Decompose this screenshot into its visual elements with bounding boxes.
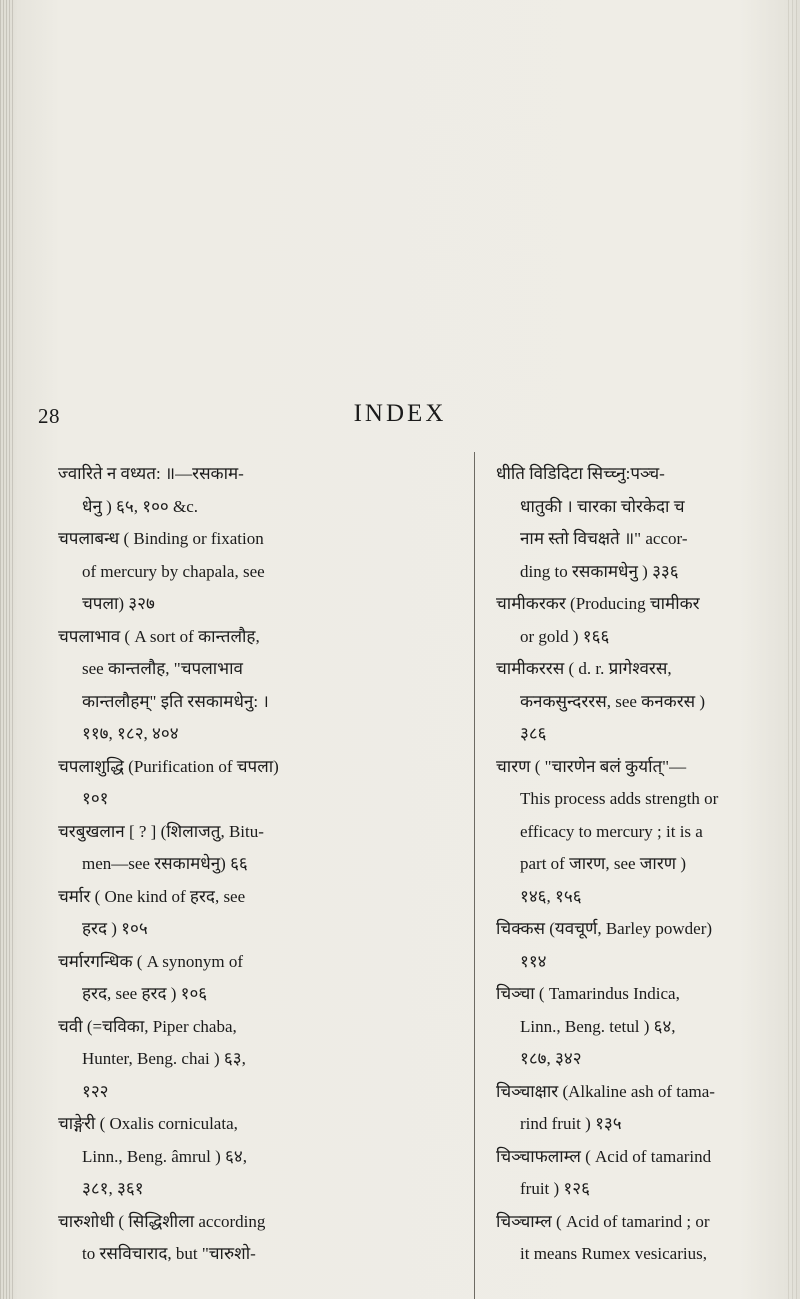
index-entry-continuation: it means Rumex vesicarius, <box>520 1244 707 1263</box>
index-entry-continuation: हरद, see हरद ) १०६ <box>82 984 208 1003</box>
index-entry: चपलाभाव ( A sort of कान्तलौह, <box>58 626 260 646</box>
index-entry-continuation: ३८६ <box>520 724 547 743</box>
index-entry-continuation: to रसविचाराद, but "चारुशो- <box>82 1244 256 1263</box>
index-entry: चामीकररस ( d. r. प्रागेश्वरस, <box>496 659 672 678</box>
index-entry: चर्मारगन्धिक ( A synonym of <box>58 951 244 971</box>
index-entry-continuation: Linn., Beng. âmrul ) ६४, <box>82 1146 247 1166</box>
index-entry: चारण ( "चारणेन बलं कुर्यात्"— <box>496 756 687 776</box>
index-entry-continuation: ३८१, ३६१ <box>82 1179 144 1198</box>
index-entry: ज्वारिते न वध्यत: ॥—रसकाम- <box>58 464 244 483</box>
page-number: 28 <box>38 404 60 428</box>
page-title: INDEX <box>353 400 447 427</box>
index-entry-continuation: men—see रसकामधेनु) ६६ <box>82 854 248 873</box>
index-entry-continuation: १२२ <box>82 1081 109 1101</box>
index-entry-continuation: नाम स्तो विचक्षते ॥" accor- <box>520 529 688 548</box>
index-entry-continuation: fruit ) १२६ <box>520 1179 590 1198</box>
index-entry: चपलाबन्ध ( Binding or fixation <box>58 529 264 548</box>
index-entry: चिञ्चाफलाम्ल ( Acid of tamarind <box>496 1146 712 1166</box>
index-entry-continuation: कान्तलौहम्" इति रसकामधेनु: । <box>82 691 269 711</box>
index-entry-continuation: १४६, १५६ <box>520 886 582 906</box>
index-entry-continuation: rind fruit ) १३५ <box>520 1114 622 1133</box>
index-entry-continuation: Hunter, Beng. chai ) ६३, <box>82 1049 246 1068</box>
index-entry-continuation: ding to रसकामधेनु ) ३३६ <box>520 561 679 581</box>
index-entry-continuation: १८७, ३४२ <box>520 1049 582 1068</box>
index-entry: चारुशोधी ( सिद्धिशीला according <box>58 1211 266 1231</box>
index-entry: चिञ्चाक्षार (Alkaline ash of tama- <box>496 1081 715 1101</box>
right-index-column <box>496 458 782 1271</box>
index-entry-continuation: part of जारण, see जारण ) <box>520 854 686 873</box>
index-entry-continuation: ११४ <box>520 951 547 971</box>
index-entry-continuation: of mercury by chapala, see <box>82 561 265 581</box>
index-entry: चामीकरकर (Producing चामीकर <box>496 594 700 613</box>
left-index-column <box>58 458 464 1271</box>
index-entry: चरबुखलान [ ? ] (शिलाजतु, Bitu- <box>58 821 264 841</box>
index-entry: चिञ्चाम्ल ( Acid of tamarind ; or <box>496 1211 710 1231</box>
index-entry: धीति विडिदिटा सिच्च्नु:पञ्च- <box>496 464 665 483</box>
index-entry-continuation: see कान्तलौह, "चपलाभाव <box>82 659 243 678</box>
index-entry: चिक्कस (यवचूर्ण, Barley powder) <box>496 919 713 938</box>
index-entry-continuation: Linn., Beng. tetul ) ६४, <box>520 1016 676 1036</box>
index-entry-continuation: efficacy to mercury ; it is a <box>520 821 703 841</box>
column-divider <box>474 452 475 1299</box>
index-entry: चपलाशुद्धि (Purification of चपला) <box>58 756 279 776</box>
index-entry: चवी (=चविका, Piper chaba, <box>58 1016 237 1036</box>
index-entry-continuation: कनकसुन्दररस, see कनकरस ) <box>520 691 706 711</box>
right-page-edge <box>788 0 800 1299</box>
index-entry: चर्मार ( One kind of हरद, see <box>58 886 246 906</box>
index-entry: चाङ्गेरी ( Oxalis corniculata, <box>58 1114 238 1133</box>
index-entry-continuation: चपला) ३२७ <box>82 594 155 613</box>
left-page-edge <box>0 0 14 1299</box>
index-entry-continuation: ११७, १८२, ४०४ <box>82 724 179 743</box>
index-entry-continuation: धेनु ) ६५, १०० &c. <box>82 496 199 516</box>
index-entry-continuation: हरद ) १०५ <box>82 919 148 938</box>
index-entry-continuation: धातुकी । चारका चोरकेदा च <box>520 496 685 516</box>
index-entry: चिञ्चा ( Tamarindus Indica, <box>496 984 680 1003</box>
index-entry-continuation: १०१ <box>82 789 109 808</box>
index-entry-continuation: or gold ) १६६ <box>520 626 610 646</box>
index-entry-continuation: This process adds strength or <box>520 789 719 808</box>
